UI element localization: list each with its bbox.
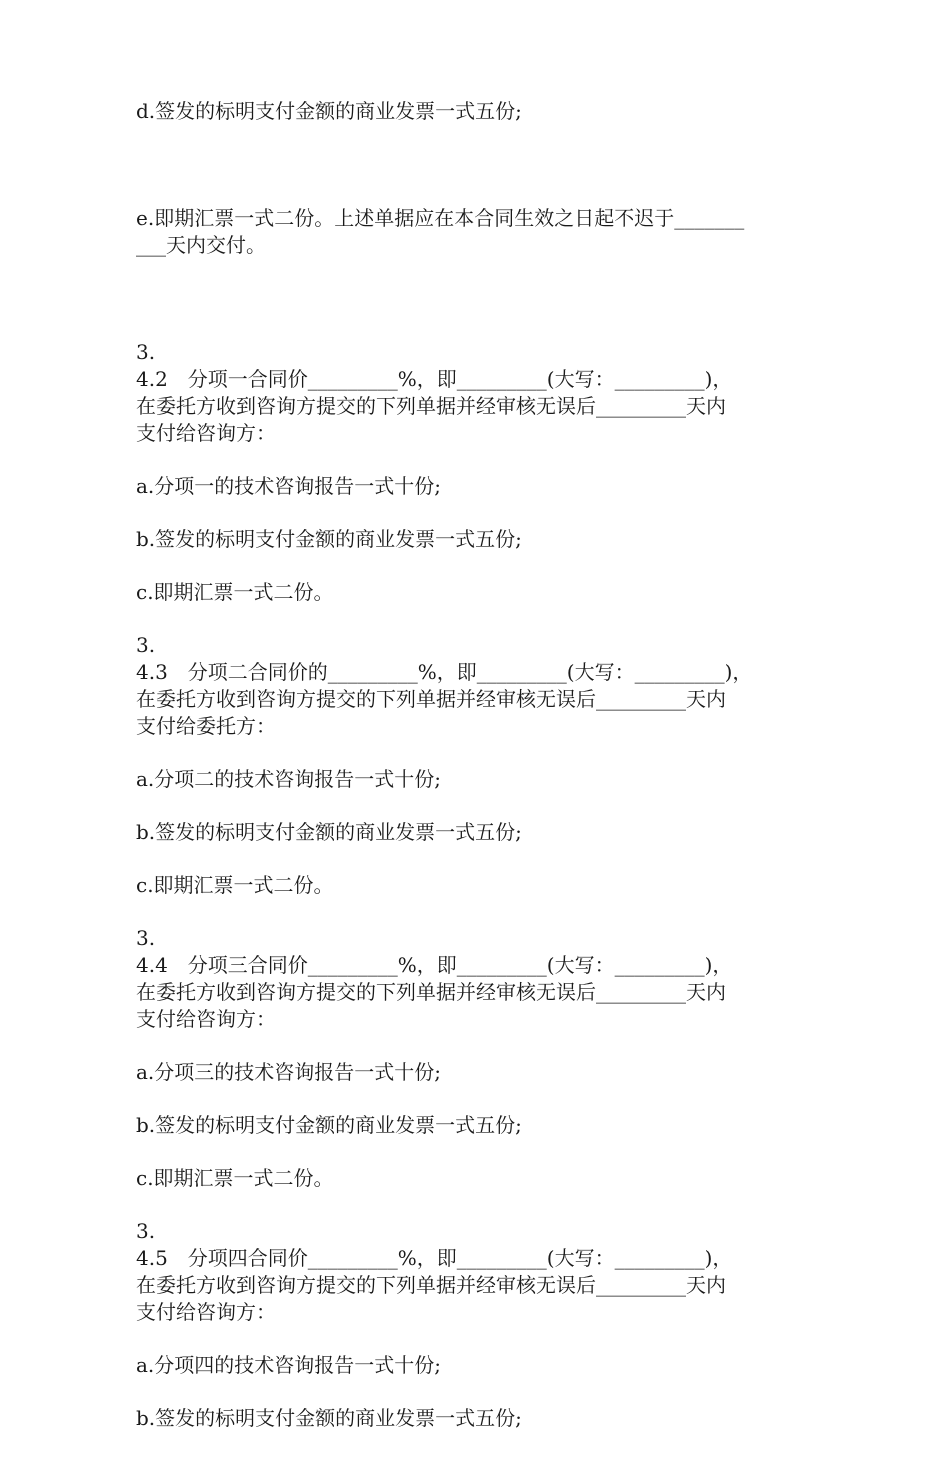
list-item: c.即期汇票一式二份。: [136, 1166, 334, 1190]
clause-item-e-line-2: ___天内交付。: [136, 233, 266, 257]
section-4-5: [136, 1218, 826, 1326]
list-item: b.签发的标明支付金额的商业发票一式五份;: [136, 527, 522, 551]
list-item: a.分项二的技术咨询报告一式十份;: [136, 767, 442, 791]
section-4-3: [136, 632, 826, 740]
section-line: 支付给委托方：: [136, 714, 276, 738]
section-line: 支付给咨询方：: [136, 1007, 276, 1031]
section-4-2: [136, 339, 826, 447]
section-line: 在委托方收到咨询方提交的下列单据并经审核无误后_________天内: [136, 1273, 726, 1297]
section-line: 4.3 分项二合同价的_________%，即_________(大写：_________)，: [136, 660, 753, 684]
section-number: 3.: [136, 633, 156, 657]
section-line: 支付给咨询方：: [136, 421, 276, 445]
section-line: 4.2 分项一合同价_________%，即_________(大写：_________)，: [136, 367, 733, 391]
list-item: a.分项三的技术咨询报告一式十份;: [136, 1060, 442, 1084]
section-number: 3.: [136, 926, 156, 950]
section-line: 在委托方收到咨询方提交的下列单据并经审核无误后_________天内: [136, 980, 726, 1004]
section-line: 支付给咨询方：: [136, 1300, 276, 1324]
list-item: b.签发的标明支付金额的商业发票一式五份;: [136, 1113, 522, 1137]
list-item: a.分项四的技术咨询报告一式十份;: [136, 1353, 442, 1377]
list-item: b.签发的标明支付金额的商业发票一式五份;: [136, 1406, 522, 1430]
section-line: 4.5 分项四合同价_________%，即_________(大写：_________)，: [136, 1246, 733, 1270]
list-item: b.签发的标明支付金额的商业发票一式五份;: [136, 820, 522, 844]
clause-item-e-line-1: e.即期汇票一式二份。上述单据应在本合同生效之日起不迟于_______: [136, 206, 745, 230]
clause-item-d: d.签发的标明支付金额的商业发票一式五份;: [136, 99, 522, 123]
section-number: 3.: [136, 1219, 156, 1243]
section-4-4: [136, 925, 826, 1033]
section-line: 在委托方收到咨询方提交的下列单据并经审核无误后_________天内: [136, 394, 726, 418]
list-item: a.分项一的技术咨询报告一式十份;: [136, 474, 442, 498]
clause-item-e: [136, 151, 826, 313]
list-item: c.即期汇票一式二份。: [136, 580, 334, 604]
list-item: c.即期汇票一式二份。: [136, 873, 334, 897]
section-number: 3.: [136, 340, 156, 364]
section-line: 4.4 分项三合同价_________%，即_________(大写：_________)，: [136, 953, 733, 977]
document-body: [136, 98, 826, 1458]
section-line: 在委托方收到咨询方提交的下列单据并经审核无误后_________天内: [136, 687, 726, 711]
